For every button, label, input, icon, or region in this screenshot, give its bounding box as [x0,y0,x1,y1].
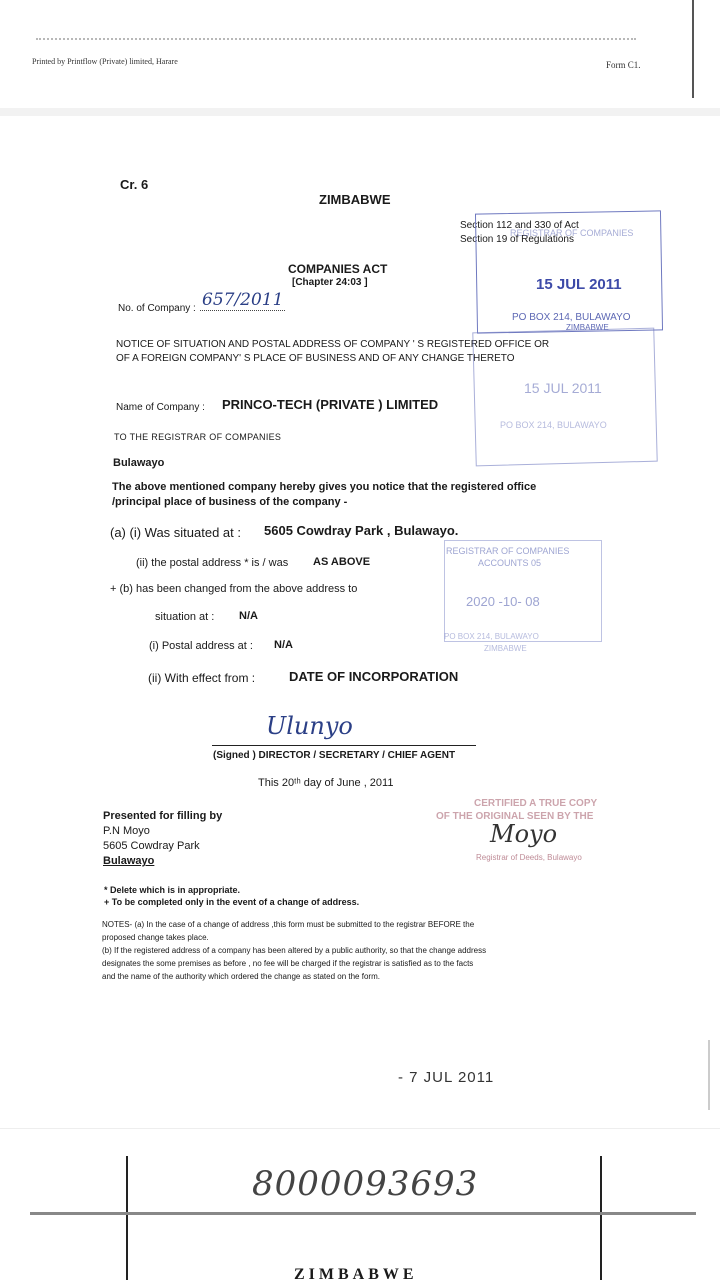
section-line-1: Section 112 and 330 of Act [460,220,579,231]
form-code: Cr. 6 [120,177,149,192]
registration-number: 8000093693 [252,1164,479,1204]
certified-line-1: CERTIFIED A TRUE COPY [474,798,598,809]
company-no-value: 657/2011 [202,290,284,310]
notes-a-line-2: proposed change takes place. [102,933,209,942]
notes-b-line-3: and the name of the authority which ordered the change as stated on the form. [102,972,380,981]
chapter: [Chapter 24:03 ] [292,277,368,288]
effect-label: (ii) With effect from : [148,671,256,685]
stamp-accounts: ACCOUNTS 05 [478,558,542,568]
stamp-po-box-3: PO BOX 214, BULAWAYO [444,632,539,641]
next-page-country: ZIMBABWE [294,1266,418,1283]
postal-value: N/A [274,639,293,651]
effect-value: DATE OF INCORPORATION [289,669,459,684]
notice-title-line-1: NOTICE OF SITUATION AND POSTAL ADDRESS OF COMPANY ' S REGISTERED OFFICE OR [116,339,550,350]
item-a-value: 5605 Cowdray Park , Bulawayo. [264,523,459,538]
item-a2-label: (ii) the postal address * is / was [136,557,289,569]
complete-note: + To be completed only in the event of a change of address. [104,897,360,907]
stamp-date-2: 15 JUL 2011 [524,380,602,396]
stamp-date-3: 2020 -10- 08 [466,594,540,609]
presenter-city: Bulawayo [103,855,155,867]
notes-a-line-1: NOTES- (a) In the case of a change of address ,this form must be submitted to the registrar BEFORE the [102,920,475,929]
company-no-label: No. of Company : [118,303,196,314]
signature-line [212,745,476,746]
stamp-date-1: 15 JUL 2011 [536,276,622,293]
situation-value: N/A [239,610,258,622]
country-heading: ZIMBABWE [319,192,391,207]
postal-label: (i) Postal address at : [149,640,253,652]
registrar-deeds: Registrar of Deeds, Bulawayo [476,853,582,862]
director-signature: Ulunyo [266,712,353,740]
next-page-rule [30,1212,696,1215]
registrar-stamp-2 [472,328,657,467]
stamp-po-box-1: PO BOX 214, BULAWAYO [512,312,631,323]
item-a2-value: AS ABOVE [313,556,371,568]
previous-page-strip [0,0,720,108]
stamp-registrar-top: REGISTRAR OF COMPANIES [510,228,634,238]
certified-signature: Moyo [490,820,558,848]
presenter-name: P.N Moyo [103,825,150,837]
page-edge-right [708,1040,710,1110]
situation-label: situation at : [155,611,215,623]
notice-body-line-1: The above mentioned company hereby gives you notice that the registered office [112,481,537,493]
certified-line-2: OF THE ORIGINAL SEEN BY THE [436,811,594,822]
next-page-left-border [126,1156,128,1280]
stamp-registrar-accounts: REGISTRAR OF COMPANIES [446,546,570,556]
notice-body-line-2: /principal place of business of the company - [112,496,348,508]
presenter-street: 5605 Cowdray Park [103,840,200,852]
notice-title-line-2: OF A FOREIGN COMPANY' S PLACE OF BUSINESS AND OF ANY CHANGE THERETO [116,353,515,364]
act-title: COMPANIES ACT [288,262,388,276]
notes-b-line-1: (b) If the registered address of a company has been altered by a public authority, so that the change address [102,946,487,955]
item-b-label: + (b) has been changed from the above address to [110,583,358,595]
signed-line: (Signed ) DIRECTOR / SECRETARY / CHIEF AGENT [213,750,456,761]
notes-b-line-2: designates the some premises as before , no fee will be charged if the registrar is satisfied as to the facts [102,959,474,968]
page-edge [692,0,720,98]
printer-line: Printed by Printflow (Private) limited, Harare [32,57,178,66]
next-page [0,1128,720,1281]
to-registrar: TO THE REGISTRAR OF COMPANIES [114,432,282,442]
stamp-po-box-2: PO BOX 214, BULAWAYO [500,420,607,430]
stamp-country-1: ZIMBABWE [566,323,609,332]
company-name: PRINCO-TECH (PRIVATE ) LIMITED [222,397,439,412]
page-gap [0,108,720,116]
received-date: - 7 JUL 2011 [398,1069,495,1086]
form-number: Form C1. [606,60,641,70]
company-name-label: Name of Company : [116,402,205,413]
form-border-dots [36,38,636,40]
presented-label: Presented for filling by [103,810,223,822]
section-line-2: Section 19 of Regulations [460,234,574,245]
date-line: This 20ᵗʰ day of June , 2011 [258,777,394,789]
item-a-label: (a) (i) Was situated at : [110,525,241,540]
stamp-country-3: ZIMBABWE [484,644,527,653]
next-page-right-border [600,1156,602,1280]
registrar-city: Bulawayo [113,457,165,469]
delete-note: * Delete which is in appropriate. [104,885,241,895]
